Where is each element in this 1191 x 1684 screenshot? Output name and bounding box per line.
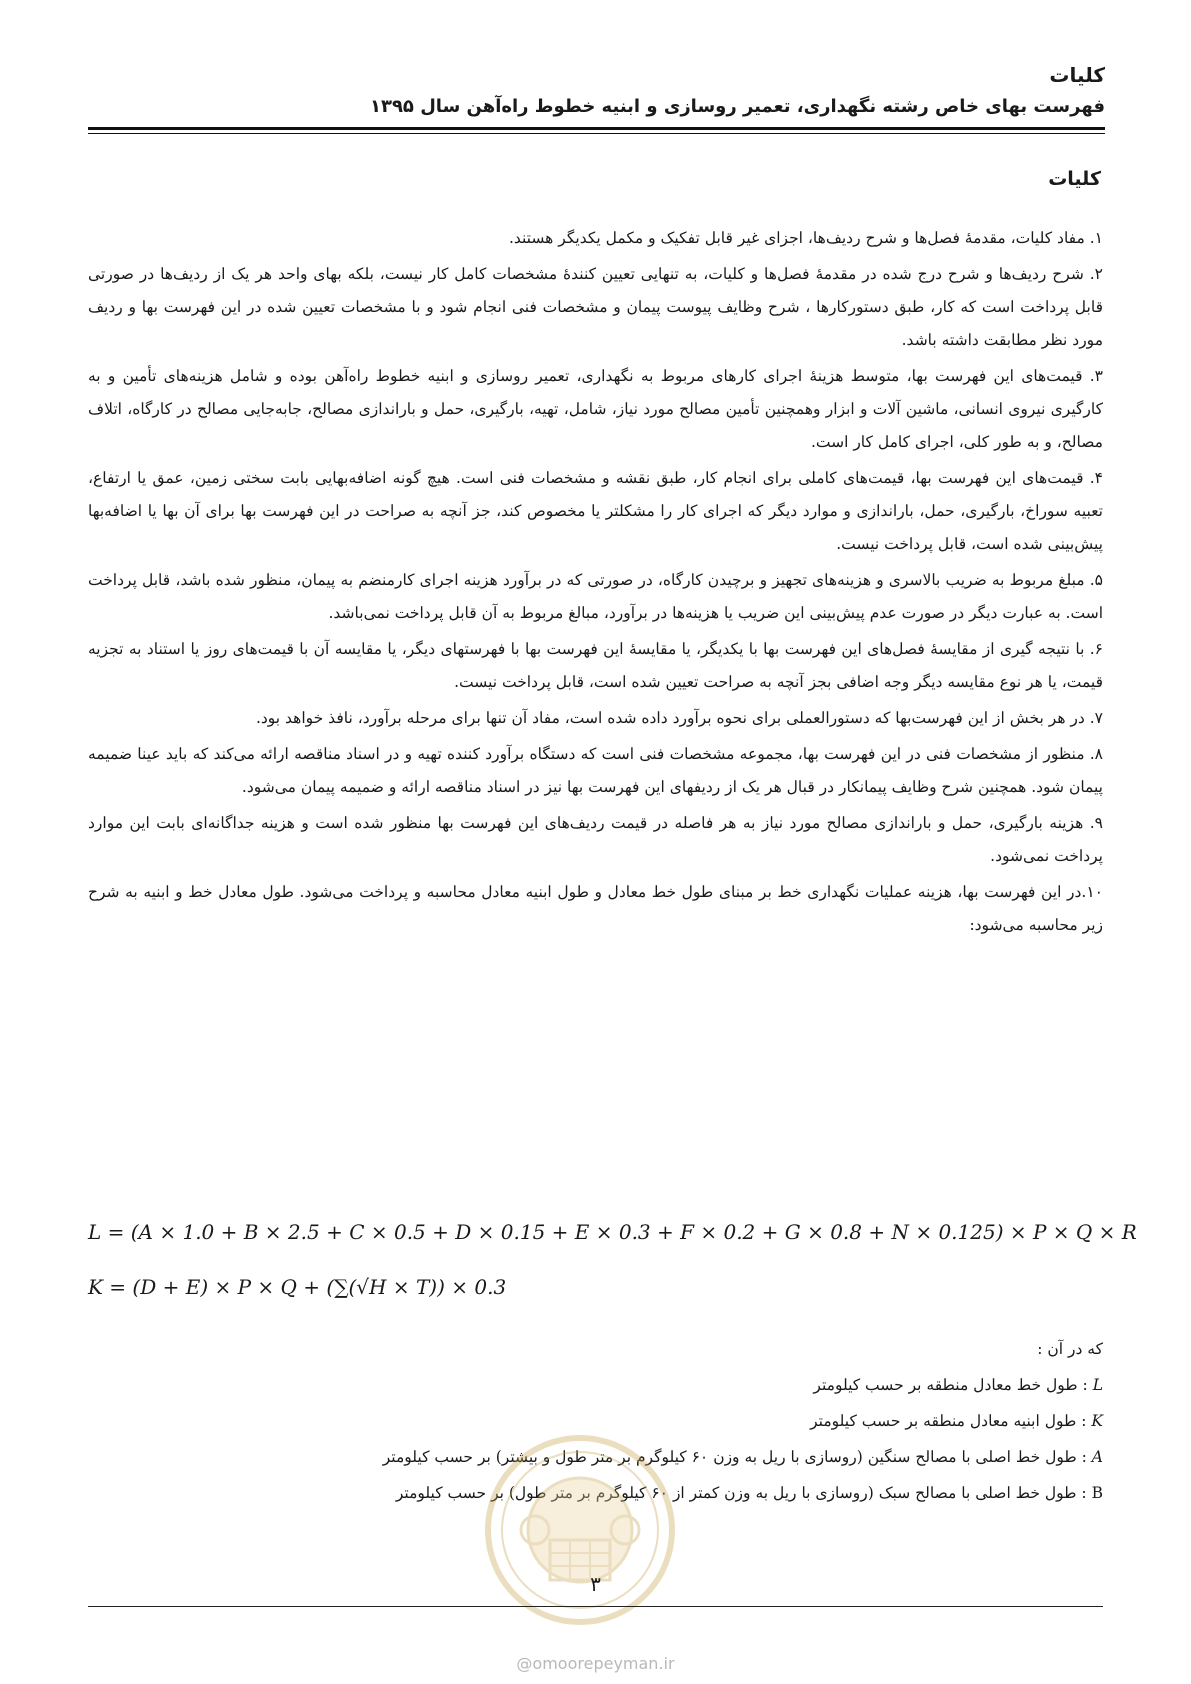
paragraph-1: ۱. مفاد کلیات، مقدمهٔ فصل‌ها و شرح ردیف‌ها، اجزای غیر قابل تفکیک و مکمل یکدیگر هستند. (508, 229, 1103, 247)
paragraph-7: ۷. در هر بخش از این فهرست‌بها که دستورالعملی برای نحوه برآورد داده شده است، مفاد آن تنها برای مرحله برآورد، نافذ خواهد بود. (255, 709, 1103, 727)
definition-symbol: A (1091, 1448, 1103, 1466)
paragraph-6: ۶. با نتیجه گیری از مقایسهٔ فصل‌های این فهرست بها با یکدیگر، یا مقایسهٔ این فهرست بها با فهرستهای دیگر، یا مقایسه آن با قیمت‌های روز یا استناد به تجزیه قیمت، یا هر نوع مقایسه دیگر وجه اضافی بجز آنچه به صراحت تعیین شده است، قابل پرداخت نیست. (88, 640, 1103, 691)
header-rule-thin (88, 133, 1105, 134)
paragraph-2: ۲. شرح ردیف‌ها و شرح درج شده در مقدمهٔ فصل‌ها و کلیات، به تنهایی تعیین کنندهٔ مشخصات کامل کار نیست، بلکه بهای واحد هر یک از ردیف‌ها در صورتی قابل پرداخت است که کار، طبق دستورکارها ، شرح وظایف پیوست پیمان و مشخصات فنی انجام شود و با مشخصات تعیین شده در این فهرست بها و ردیف مورد نظر مطابقت داشته باشد. (88, 265, 1103, 349)
section-title: کلیات (1048, 168, 1101, 190)
paragraph-4: ۴. قیمت‌های این فهرست بها، قیمت‌های کاملی برای انجام کار، طبق نقشه و مشخصات فنی است. هیچ گونه اضافه‌بهایی بابت سختی زمین، عمق یا ارتفاع، تعبیه سوراخ، بارگیری، حمل، باراندازی و موارد دیگر که اجرای کار را مشکلتر یا مخصوص کند، جز آنچه به صراحت در این فهرست بها برای آن بها یا اضافه‌بها پیش‌بینی شده است، قابل پرداخت نیست. (88, 469, 1103, 553)
header-rule-thick (88, 127, 1105, 130)
definition-symbol: L (1092, 1376, 1103, 1394)
paragraph-3: ۳. قیمت‌های این فهرست بها، متوسط هزینهٔ اجرای کارهای مربوط به نگهداری، تعمیر روسازی و ابنیه خطوط راه‌آهن بوده و شامل هزینه‌های تأمین و به کارگیری نیروی انسانی، ماشین آلات و ابزار وهمچنین تأمین مصالح مورد نیاز، شامل، تهیه، بارگیری، حمل و باراندازی مصالح، جابه‌جایی مصالح در کارگاه، اتلاف مصالح، و به طور کلی، اجرای کامل کار است. (88, 367, 1103, 451)
header-subtitle: فهرست بهای خاص رشته نگهداری، تعمیر روسازی و ابنیه خطوط راه‌آهن سال ۱۳۹۵ (369, 96, 1105, 117)
where-label: که در آن : (1037, 1340, 1103, 1358)
paragraph-5: ۵. مبلغ مربوط به ضریب بالاسری و هزینه‌های تجهیز و برچیدن کارگاه، در صورتی که در برآورد هزینه اجرای کارمنضم به پیمان، منظور شده باشد، قابل پرداخت است. به عبارت دیگر در صورت عدم پیش‌بینی این ضریب یا هزینه‌ها در برآورد، مبالغ مربوط به آن قابل پرداخت نمی‌باشد. (88, 571, 1103, 622)
paragraph-9: ۹. هزینه بارگیری، حمل و باراندازی مصالح مورد نیاز به هر فاصله در قیمت ردیف‌های این فهرست بها منظور شده است و هزینه جداگانه‌ای بابت این موارد پرداخت نمی‌شود. (88, 814, 1103, 865)
definition-text: : طول ابنیه معادل منطقه بر حسب کیلومتر (810, 1412, 1087, 1430)
footer-rule (88, 1606, 1103, 1607)
page-header (88, 58, 1105, 122)
definition-symbol: B (1091, 1484, 1103, 1502)
site-watermark: @omoorepeyman.ir (516, 1654, 675, 1673)
formula-equivalent-structures-length: K = (D + E) × P × Q + (∑(√H × T)) × 0.3 (88, 1275, 507, 1299)
document-body (88, 222, 1103, 945)
header-title: کلیات (1049, 63, 1105, 87)
paragraph-10: ۱۰.در این فهرست بها، هزینه عملیات نگهداری خط بر مبنای طول خط معادل و طول ابنیه معادل محاسبه و پرداخت می‌شود. طول معادل خط و ابنیه به شرح زیر محاسبه می‌شود: (88, 883, 1103, 934)
definition-item (383, 1369, 1103, 1402)
publisher-seal-watermark (480, 1430, 680, 1630)
page-number: ۳ (590, 1572, 601, 1596)
formula-equivalent-track-length: L = (A × 1.0 + B × 2.5 + C × 0.5 + D × 0.15 + E × 0.3 + F × 0.2 + G × 0.8 + N × 0.125) × P × Q × R (88, 1220, 1137, 1244)
paragraph-8: ۸. منظور از مشخصات فنی در این فهرست بها، مجموعه مشخصات فنی است که دستگاه برآورد کننده تهیه و در اسناد مناقصه ارائه می‌کند که باید عینا ضمیمه پیمان شود. همچنین شرح وظایف پیمانکار در قبال هر یک از ردیفهای این فهرست بها نیز در اسناد مناقصه ارائه و ضمیمه پیمان می‌شود. (88, 745, 1103, 796)
definition-text: : طول خط اصلی با مصالح سبک (روسازی با ریل به وزن کمتر از ۶۰ کیلوگرم بر متر طول) بر حسب کیلومتر (395, 1484, 1087, 1502)
definition-symbol: K (1091, 1412, 1103, 1430)
definition-text: : طول خط معادل منطقه بر حسب کیلومتر (813, 1376, 1088, 1394)
definition-text: : طول خط اصلی با مصالح سنگین (روسازی با ریل به وزن ۶۰ کیلوگرم بر متر طول و بیشتر) بر حسب کیلومتر (382, 1448, 1087, 1466)
